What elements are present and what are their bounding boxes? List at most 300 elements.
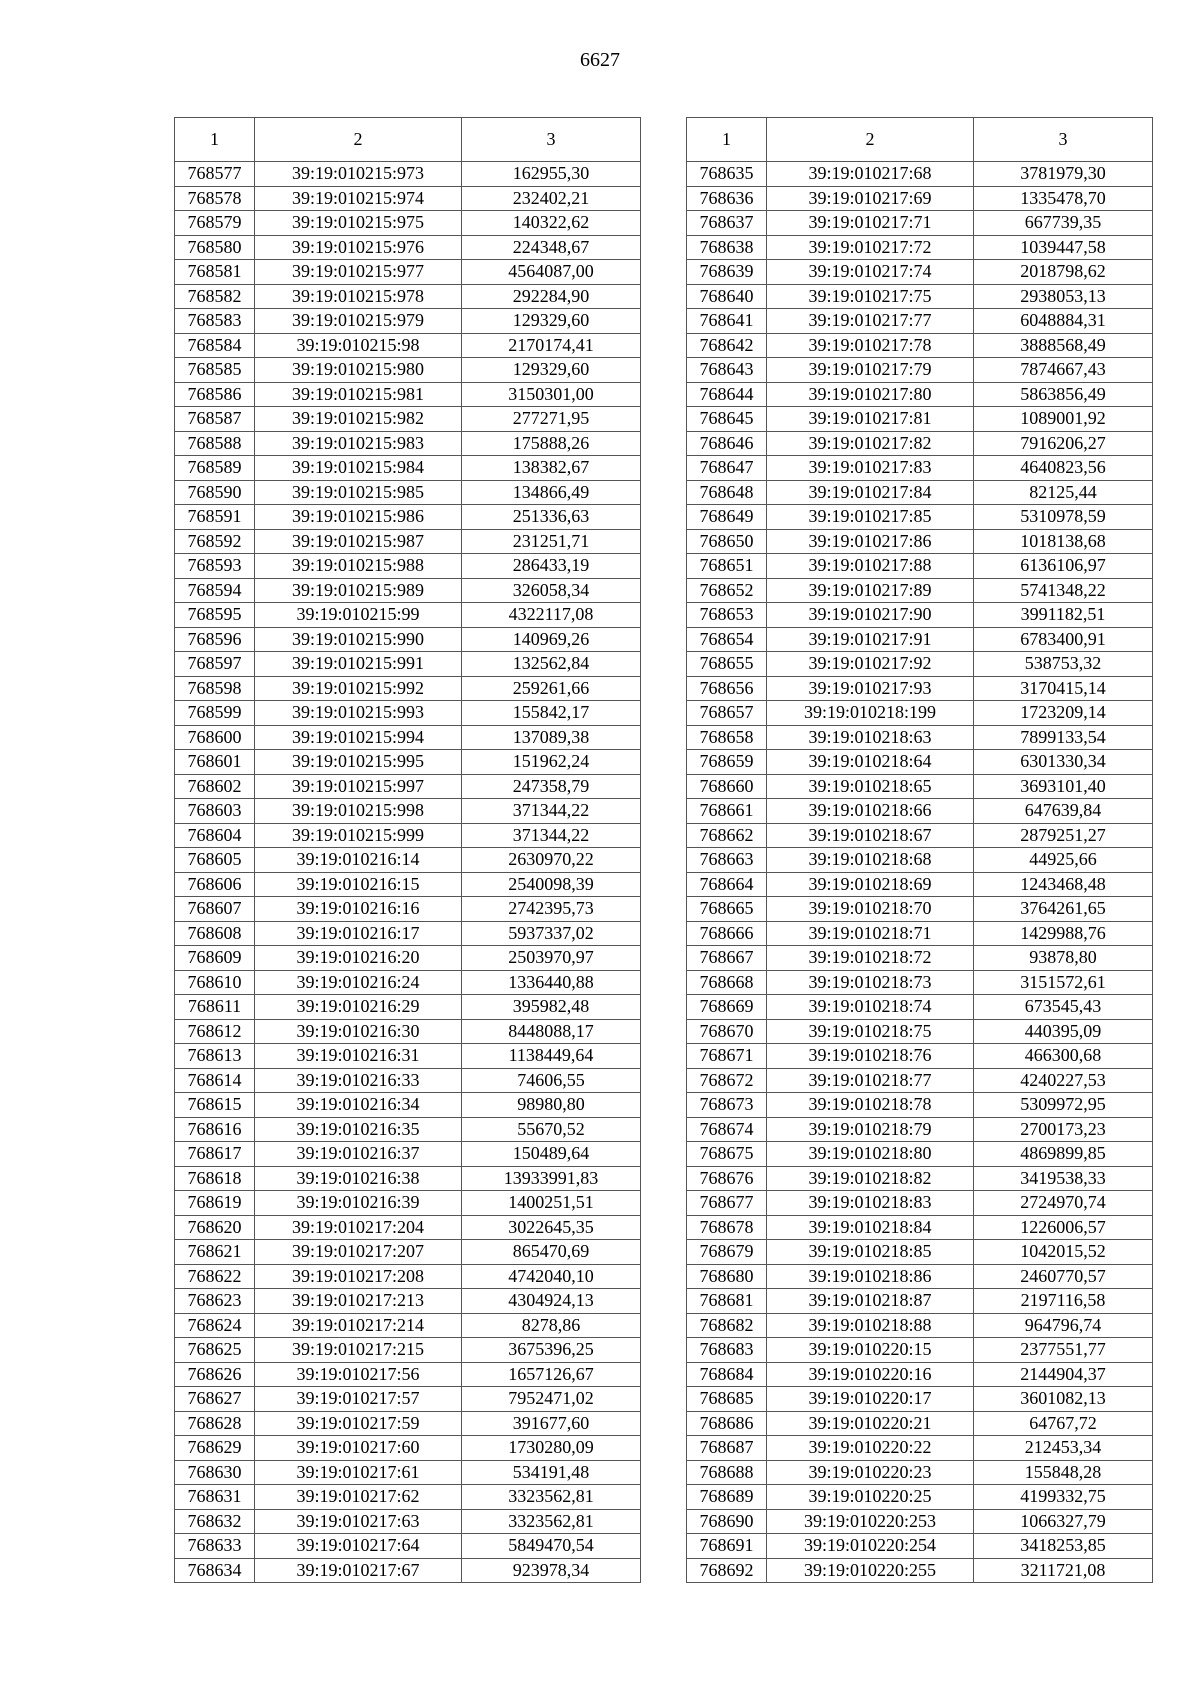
table-row — [175, 1436, 641, 1461]
row-number-cell: 768670 — [687, 1019, 767, 1044]
cadastral-number-cell: 39:19:010217:56 — [255, 1362, 462, 1387]
row-number-cell: 768690 — [687, 1509, 767, 1534]
cadastral-number-cell: 39:19:010215:992 — [255, 676, 462, 701]
value-cell: 1243468,48 — [974, 872, 1153, 897]
cadastral-number-cell: 39:19:010218:86 — [767, 1264, 974, 1289]
row-number-cell: 768631 — [175, 1485, 255, 1510]
row-number-cell: 768685 — [687, 1387, 767, 1412]
row-number-cell: 768654 — [687, 627, 767, 652]
cadastral-number-cell: 39:19:010215:994 — [255, 725, 462, 750]
value-cell: 5309972,95 — [974, 1093, 1153, 1118]
table-row — [687, 946, 1153, 971]
value-cell: 286433,19 — [462, 554, 641, 579]
row-number-cell: 768609 — [175, 946, 255, 971]
table-row — [687, 1534, 1153, 1559]
value-cell: 1657126,67 — [462, 1362, 641, 1387]
right-table — [686, 117, 1153, 1583]
cadastral-number-cell: 39:19:010220:17 — [767, 1387, 974, 1412]
value-cell: 1336440,88 — [462, 970, 641, 995]
cadastral-number-cell: 39:19:010217:91 — [767, 627, 974, 652]
table-row — [687, 848, 1153, 873]
table-row — [175, 480, 641, 505]
cadastral-number-cell: 39:19:010217:64 — [255, 1534, 462, 1559]
value-cell: 8278,86 — [462, 1313, 641, 1338]
cadastral-number-cell: 39:19:010215:978 — [255, 284, 462, 309]
cadastral-number-cell: 39:19:010215:977 — [255, 260, 462, 285]
value-cell: 3675396,25 — [462, 1338, 641, 1363]
row-number-cell: 768639 — [687, 260, 767, 285]
table-row — [687, 1240, 1153, 1265]
value-cell: 150489,64 — [462, 1142, 641, 1167]
row-number-cell: 768596 — [175, 627, 255, 652]
row-number-cell: 768684 — [687, 1362, 767, 1387]
table-row — [175, 529, 641, 554]
table-row — [687, 309, 1153, 334]
table-row — [175, 1509, 641, 1534]
value-cell: 1400251,51 — [462, 1191, 641, 1216]
row-number-cell: 768615 — [175, 1093, 255, 1118]
row-number-cell: 768669 — [687, 995, 767, 1020]
value-cell: 3764261,65 — [974, 897, 1153, 922]
row-number-cell: 768688 — [687, 1460, 767, 1485]
table-row — [175, 1166, 641, 1191]
cadastral-number-cell: 39:19:010216:30 — [255, 1019, 462, 1044]
row-number-cell: 768679 — [687, 1240, 767, 1265]
cadastral-number-cell: 39:19:010217:89 — [767, 578, 974, 603]
value-cell: 3419538,33 — [974, 1166, 1153, 1191]
column-header-2: 2 — [255, 118, 462, 162]
cadastral-number-cell: 39:19:010217:69 — [767, 186, 974, 211]
table-row — [175, 382, 641, 407]
value-cell: 3693101,40 — [974, 774, 1153, 799]
value-cell: 231251,71 — [462, 529, 641, 554]
row-number-cell: 768608 — [175, 921, 255, 946]
row-number-cell: 768656 — [687, 676, 767, 701]
row-number-cell: 768616 — [175, 1117, 255, 1142]
value-cell: 534191,48 — [462, 1460, 641, 1485]
table-row — [175, 1460, 641, 1485]
row-number-cell: 768692 — [687, 1558, 767, 1583]
table-row — [175, 897, 641, 922]
row-number-cell: 768660 — [687, 774, 767, 799]
cadastral-number-cell: 39:19:010217:57 — [255, 1387, 462, 1412]
value-cell: 4322117,08 — [462, 603, 641, 628]
cadastral-number-cell: 39:19:010217:80 — [767, 382, 974, 407]
cadastral-number-cell: 39:19:010218:67 — [767, 823, 974, 848]
row-number-cell: 768598 — [175, 676, 255, 701]
cadastral-number-cell: 39:19:010215:998 — [255, 799, 462, 824]
row-number-cell: 768585 — [175, 358, 255, 383]
cadastral-number-cell: 39:19:010217:214 — [255, 1313, 462, 1338]
row-number-cell: 768687 — [687, 1436, 767, 1461]
cadastral-number-cell: 39:19:010220:16 — [767, 1362, 974, 1387]
row-number-cell: 768653 — [687, 603, 767, 628]
value-cell: 259261,66 — [462, 676, 641, 701]
value-cell: 13933991,83 — [462, 1166, 641, 1191]
table-row — [687, 970, 1153, 995]
row-number-cell: 768605 — [175, 848, 255, 873]
value-cell: 175888,26 — [462, 431, 641, 456]
table-row — [687, 1093, 1153, 1118]
cadastral-number-cell: 39:19:010220:22 — [767, 1436, 974, 1461]
cadastral-number-cell: 39:19:010220:254 — [767, 1534, 974, 1559]
cadastral-number-cell: 39:19:010215:990 — [255, 627, 462, 652]
table-row — [687, 872, 1153, 897]
table-row — [175, 578, 641, 603]
table-row — [687, 505, 1153, 530]
row-number-cell: 768683 — [687, 1338, 767, 1363]
value-cell: 64767,72 — [974, 1411, 1153, 1436]
cadastral-number-cell: 39:19:010218:74 — [767, 995, 974, 1020]
row-number-cell: 768618 — [175, 1166, 255, 1191]
cadastral-number-cell: 39:19:010215:980 — [255, 358, 462, 383]
value-cell: 5849470,54 — [462, 1534, 641, 1559]
value-cell: 538753,32 — [974, 652, 1153, 677]
cadastral-number-cell: 39:19:010215:991 — [255, 652, 462, 677]
row-number-cell: 768647 — [687, 456, 767, 481]
cadastral-number-cell: 39:19:010215:975 — [255, 211, 462, 236]
value-cell: 326058,34 — [462, 578, 641, 603]
row-number-cell: 768637 — [687, 211, 767, 236]
row-number-cell: 768621 — [175, 1240, 255, 1265]
cadastral-number-cell: 39:19:010215:984 — [255, 456, 462, 481]
column-header-1: 1 — [687, 118, 767, 162]
value-cell: 151962,24 — [462, 750, 641, 775]
left-table — [174, 117, 641, 1583]
value-cell: 4240227,53 — [974, 1068, 1153, 1093]
row-number-cell: 768579 — [175, 211, 255, 236]
value-cell: 129329,60 — [462, 309, 641, 334]
table-row — [687, 382, 1153, 407]
row-number-cell: 768607 — [175, 897, 255, 922]
table-row — [687, 1411, 1153, 1436]
value-cell: 923978,34 — [462, 1558, 641, 1583]
cadastral-number-cell: 39:19:010216:16 — [255, 897, 462, 922]
table-row — [687, 652, 1153, 677]
cadastral-number-cell: 39:19:010216:29 — [255, 995, 462, 1020]
value-cell: 292284,90 — [462, 284, 641, 309]
table-row — [175, 823, 641, 848]
row-number-cell: 768633 — [175, 1534, 255, 1559]
cadastral-number-cell: 39:19:010215:98 — [255, 333, 462, 358]
value-cell: 371344,22 — [462, 823, 641, 848]
row-number-cell: 768611 — [175, 995, 255, 1020]
row-number-cell: 768580 — [175, 235, 255, 260]
value-cell: 4199332,75 — [974, 1485, 1153, 1510]
row-number-cell: 768597 — [175, 652, 255, 677]
row-number-cell: 768646 — [687, 431, 767, 456]
cadastral-number-cell: 39:19:010218:66 — [767, 799, 974, 824]
row-number-cell: 768612 — [175, 1019, 255, 1044]
table-row — [175, 1362, 641, 1387]
row-number-cell: 768650 — [687, 529, 767, 554]
value-cell: 6136106,97 — [974, 554, 1153, 579]
value-cell: 4869899,85 — [974, 1142, 1153, 1167]
table-row — [175, 627, 641, 652]
row-number-cell: 768634 — [175, 1558, 255, 1583]
value-cell: 2460770,57 — [974, 1264, 1153, 1289]
cadastral-number-cell: 39:19:010217:86 — [767, 529, 974, 554]
table-row — [687, 162, 1153, 187]
value-cell: 232402,21 — [462, 186, 641, 211]
cadastral-number-cell: 39:19:010216:17 — [255, 921, 462, 946]
cadastral-number-cell: 39:19:010215:987 — [255, 529, 462, 554]
cadastral-number-cell: 39:19:010215:976 — [255, 235, 462, 260]
value-cell: 2197116,58 — [974, 1289, 1153, 1314]
value-cell: 2170174,41 — [462, 333, 641, 358]
row-number-cell: 768606 — [175, 872, 255, 897]
table-row — [175, 1142, 641, 1167]
value-cell: 964796,74 — [974, 1313, 1153, 1338]
table-row — [175, 872, 641, 897]
row-number-cell: 768673 — [687, 1093, 767, 1118]
value-cell: 440395,09 — [974, 1019, 1153, 1044]
row-number-cell: 768592 — [175, 529, 255, 554]
row-number-cell: 768603 — [175, 799, 255, 824]
value-cell: 44925,66 — [974, 848, 1153, 873]
table-row — [687, 1362, 1153, 1387]
table-row — [175, 505, 641, 530]
table-row — [687, 1313, 1153, 1338]
table-row — [687, 1558, 1153, 1583]
row-number-cell: 768620 — [175, 1215, 255, 1240]
value-cell: 371344,22 — [462, 799, 641, 824]
cadastral-number-cell: 39:19:010216:31 — [255, 1044, 462, 1069]
value-cell: 82125,44 — [974, 480, 1153, 505]
value-cell: 6783400,91 — [974, 627, 1153, 652]
row-number-cell: 768577 — [175, 162, 255, 187]
value-cell: 6301330,34 — [974, 750, 1153, 775]
row-number-cell: 768590 — [175, 480, 255, 505]
cadastral-number-cell: 39:19:010220:23 — [767, 1460, 974, 1485]
table-row — [687, 333, 1153, 358]
value-cell: 7952471,02 — [462, 1387, 641, 1412]
value-cell: 224348,67 — [462, 235, 641, 260]
table-row — [175, 1387, 641, 1412]
value-cell: 1066327,79 — [974, 1509, 1153, 1534]
table-row — [175, 1044, 641, 1069]
value-cell: 1089001,92 — [974, 407, 1153, 432]
cadastral-number-cell: 39:19:010218:82 — [767, 1166, 974, 1191]
cadastral-number-cell: 39:19:010220:21 — [767, 1411, 974, 1436]
cadastral-number-cell: 39:19:010215:997 — [255, 774, 462, 799]
row-number-cell: 768645 — [687, 407, 767, 432]
cadastral-number-cell: 39:19:010215:985 — [255, 480, 462, 505]
cadastral-number-cell: 39:19:010217:74 — [767, 260, 974, 285]
cadastral-number-cell: 39:19:010215:974 — [255, 186, 462, 211]
value-cell: 162955,30 — [462, 162, 641, 187]
value-cell: 55670,52 — [462, 1117, 641, 1142]
page-number: 6627 — [580, 49, 620, 71]
table-row — [175, 1117, 641, 1142]
row-number-cell: 768661 — [687, 799, 767, 824]
table-row — [175, 554, 641, 579]
cadastral-number-cell: 39:19:010216:35 — [255, 1117, 462, 1142]
value-cell: 3601082,13 — [974, 1387, 1153, 1412]
table-row — [175, 1215, 641, 1240]
row-number-cell: 768664 — [687, 872, 767, 897]
table-row — [687, 603, 1153, 628]
row-number-cell: 768665 — [687, 897, 767, 922]
table-row — [687, 1068, 1153, 1093]
row-number-cell: 768668 — [687, 970, 767, 995]
row-number-cell: 768581 — [175, 260, 255, 285]
table-row — [687, 823, 1153, 848]
header-row — [175, 118, 641, 162]
value-cell: 140969,26 — [462, 627, 641, 652]
row-number-cell: 768617 — [175, 1142, 255, 1167]
row-number-cell: 768614 — [175, 1068, 255, 1093]
table-row — [687, 431, 1153, 456]
cadastral-number-cell: 39:19:010215:999 — [255, 823, 462, 848]
value-cell: 3323562,81 — [462, 1485, 641, 1510]
row-number-cell: 768595 — [175, 603, 255, 628]
value-cell: 466300,68 — [974, 1044, 1153, 1069]
table-row — [687, 554, 1153, 579]
cadastral-number-cell: 39:19:010217:75 — [767, 284, 974, 309]
table-row — [687, 995, 1153, 1020]
row-number-cell: 768641 — [687, 309, 767, 334]
row-number-cell: 768589 — [175, 456, 255, 481]
value-cell: 2938053,13 — [974, 284, 1153, 309]
value-cell: 2724970,74 — [974, 1191, 1153, 1216]
cadastral-number-cell: 39:19:010218:199 — [767, 701, 974, 726]
table-row — [175, 1240, 641, 1265]
row-number-cell: 768651 — [687, 554, 767, 579]
row-number-cell: 768635 — [687, 162, 767, 187]
cadastral-number-cell: 39:19:010215:99 — [255, 603, 462, 628]
row-number-cell: 768652 — [687, 578, 767, 603]
table-row — [175, 1068, 641, 1093]
row-number-cell: 768678 — [687, 1215, 767, 1240]
cadastral-number-cell: 39:19:010216:24 — [255, 970, 462, 995]
column-header-2: 2 — [767, 118, 974, 162]
value-cell: 3170415,14 — [974, 676, 1153, 701]
table-row — [687, 1338, 1153, 1363]
row-number-cell: 768686 — [687, 1411, 767, 1436]
cadastral-number-cell: 39:19:010218:75 — [767, 1019, 974, 1044]
value-cell: 93878,80 — [974, 946, 1153, 971]
table-row — [175, 848, 641, 873]
cadastral-number-cell: 39:19:010217:61 — [255, 1460, 462, 1485]
cadastral-number-cell: 39:19:010217:88 — [767, 554, 974, 579]
cadastral-number-cell: 39:19:010220:25 — [767, 1485, 974, 1510]
cadastral-number-cell: 39:19:010218:78 — [767, 1093, 974, 1118]
value-cell: 134866,49 — [462, 480, 641, 505]
value-cell: 4564087,00 — [462, 260, 641, 285]
value-cell: 1730280,09 — [462, 1436, 641, 1461]
table-row — [687, 1117, 1153, 1142]
cadastral-number-cell: 39:19:010217:90 — [767, 603, 974, 628]
row-number-cell: 768601 — [175, 750, 255, 775]
table-row — [175, 701, 641, 726]
row-number-cell: 768591 — [175, 505, 255, 530]
row-number-cell: 768640 — [687, 284, 767, 309]
cadastral-number-cell: 39:19:010216:37 — [255, 1142, 462, 1167]
cadastral-number-cell: 39:19:010215:981 — [255, 382, 462, 407]
cadastral-number-cell: 39:19:010217:215 — [255, 1338, 462, 1363]
row-number-cell: 768626 — [175, 1362, 255, 1387]
table-row — [175, 309, 641, 334]
row-number-cell: 768663 — [687, 848, 767, 873]
value-cell: 2742395,73 — [462, 897, 641, 922]
table-row — [687, 799, 1153, 824]
column-header-3: 3 — [974, 118, 1153, 162]
row-number-cell: 768622 — [175, 1264, 255, 1289]
row-number-cell: 768680 — [687, 1264, 767, 1289]
row-number-cell: 768602 — [175, 774, 255, 799]
cadastral-number-cell: 39:19:010217:78 — [767, 333, 974, 358]
row-number-cell: 768623 — [175, 1289, 255, 1314]
cadastral-number-cell: 39:19:010217:77 — [767, 309, 974, 334]
table-row — [687, 480, 1153, 505]
table-row — [687, 774, 1153, 799]
table-row — [175, 774, 641, 799]
value-cell: 2700173,23 — [974, 1117, 1153, 1142]
row-number-cell: 768587 — [175, 407, 255, 432]
table-row — [687, 235, 1153, 260]
row-number-cell: 768642 — [687, 333, 767, 358]
value-cell: 4640823,56 — [974, 456, 1153, 481]
value-cell: 865470,69 — [462, 1240, 641, 1265]
table-row — [687, 750, 1153, 775]
row-number-cell: 768659 — [687, 750, 767, 775]
cadastral-number-cell: 39:19:010217:82 — [767, 431, 974, 456]
row-number-cell: 768677 — [687, 1191, 767, 1216]
value-cell: 2630970,22 — [462, 848, 641, 873]
table-row — [687, 701, 1153, 726]
cadastral-number-cell: 39:19:010217:68 — [767, 162, 974, 187]
cadastral-number-cell: 39:19:010217:67 — [255, 1558, 462, 1583]
table-row — [175, 603, 641, 628]
row-number-cell: 768582 — [175, 284, 255, 309]
cadastral-number-cell: 39:19:010215:993 — [255, 701, 462, 726]
row-number-cell: 768630 — [175, 1460, 255, 1485]
table-row — [175, 358, 641, 383]
cadastral-number-cell: 39:19:010218:79 — [767, 1117, 974, 1142]
table-row — [687, 921, 1153, 946]
cadastral-number-cell: 39:19:010218:65 — [767, 774, 974, 799]
column-header-1: 1 — [175, 118, 255, 162]
row-number-cell: 768586 — [175, 382, 255, 407]
value-cell: 5310978,59 — [974, 505, 1153, 530]
row-number-cell: 768672 — [687, 1068, 767, 1093]
row-number-cell: 768657 — [687, 701, 767, 726]
value-cell: 138382,67 — [462, 456, 641, 481]
row-number-cell: 768674 — [687, 1117, 767, 1142]
value-cell: 673545,43 — [974, 995, 1153, 1020]
cadastral-number-cell: 39:19:010218:71 — [767, 921, 974, 946]
row-number-cell: 768676 — [687, 1166, 767, 1191]
table-row — [175, 946, 641, 971]
table-row — [175, 211, 641, 236]
row-number-cell: 768632 — [175, 1509, 255, 1534]
value-cell: 2879251,27 — [974, 823, 1153, 848]
row-number-cell: 768638 — [687, 235, 767, 260]
value-cell: 5741348,22 — [974, 578, 1153, 603]
row-number-cell: 768600 — [175, 725, 255, 750]
table-row — [687, 1289, 1153, 1314]
row-number-cell: 768648 — [687, 480, 767, 505]
row-number-cell: 768662 — [687, 823, 767, 848]
table-row — [687, 725, 1153, 750]
cadastral-number-cell: 39:19:010215:986 — [255, 505, 462, 530]
cadastral-number-cell: 39:19:010217:81 — [767, 407, 974, 432]
value-cell: 277271,95 — [462, 407, 641, 432]
cadastral-number-cell: 39:19:010215:989 — [255, 578, 462, 603]
table-row — [175, 1411, 641, 1436]
cadastral-number-cell: 39:19:010215:995 — [255, 750, 462, 775]
